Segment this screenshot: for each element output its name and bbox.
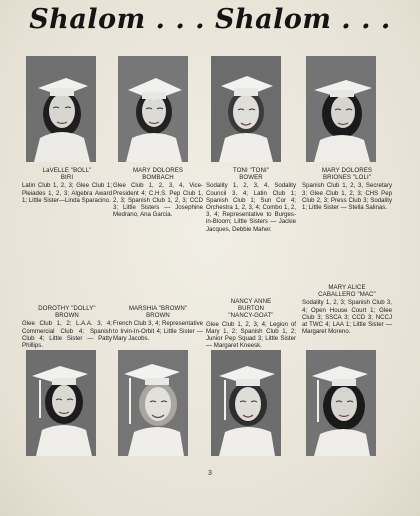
graduate-portrait-image	[211, 350, 281, 456]
portrait-photo	[118, 350, 188, 456]
graduate-portrait-image	[26, 56, 96, 162]
portrait-photo	[26, 350, 96, 456]
student-name: TONI "TONI" BOWER	[232, 167, 269, 182]
portrait-photo	[306, 350, 376, 456]
graduate-portrait-image	[211, 56, 281, 162]
graduate-portrait-image	[118, 350, 188, 456]
senior-entry-caption	[302, 284, 392, 335]
portrait-photo	[211, 350, 281, 456]
graduate-portrait-image	[26, 350, 96, 456]
student-activities: French Club 3, 4; Representative to Irvin-In-Orbit 4; Little Sister — Mary Jacobs.	[113, 320, 203, 342]
student-activities: Spanish Club 1, 2, 3, Secretary 3; Glee Club 1, 2, 3; CHS Pep Club 2, 3; Press Club 3; Sodality 1; Little Sister — Stella Salinas.	[302, 182, 392, 212]
student-activities: Glee Club 1, 2, 3, 4, Vice-President 4; C.H.S. Pep Club 1, 2, 3; Spanish Club 1, 2, 3; CCD 3; Little Sisters — Josephine Medrano, Ana Garcia.	[113, 182, 203, 219]
student-name: NANCY ANNE BURTON "NANCY-GOAT"	[228, 298, 274, 320]
student-name: MARY DOLORES BRIONES "LOLI"	[321, 167, 373, 182]
senior-entry-caption	[113, 167, 203, 218]
student-name: MARY DOLORES BOMBACH	[132, 167, 184, 182]
graduate-portrait-image	[118, 56, 188, 162]
portrait-photo	[26, 56, 96, 162]
senior-entry-caption	[302, 167, 392, 211]
student-name: DOROTHY "DOLLY" BROWN	[38, 305, 96, 320]
senior-entry-caption	[206, 167, 296, 233]
senior-entry-caption	[206, 298, 296, 349]
student-activities: Sodality 1, 2, 3, 4, Sodality Council 3, 4; Latin Club 1; Spanish Club 1; Sun Cor 4; Orchestra 1, 2, 3, 4; Combo 1, 2, 3, 4; Representative to Burges-in-Bloom; Little Sisters — Jackie Jacques, Debbie Maher.	[206, 182, 296, 233]
portrait-photo	[211, 56, 281, 162]
portrait-photo	[118, 56, 188, 162]
page-number: 3	[208, 470, 212, 477]
graduate-portrait-image	[306, 350, 376, 456]
portrait-photo	[306, 56, 376, 162]
student-name: LaVELLE "BOLL" BIRI	[42, 167, 92, 182]
page-title: Shalom . . . Shalom . . .	[29, 4, 391, 35]
student-activities: Glee Club 1, 2, 3, 4; Legion of Mary 1, 2; Spanish Club 1, 2; Junior Pep Squad 3; Little Sister — Margaret Kneesk.	[206, 320, 296, 350]
student-name: MARY ALICE CABALLERO "MAC"	[318, 284, 376, 299]
senior-entry-caption	[113, 305, 203, 342]
student-activities: Sodality 1, 2, 3; Spanish Club 3, 4; Open House Court 1; Glee Club 3; SSCA 3; CCD 3; NCCJ at TWC 4; LAA 1; Little Sister — Margaret Moreno.	[302, 299, 392, 336]
graduate-portrait-image	[306, 56, 376, 162]
student-activities: Latin Club 1, 2, 3; Glee Club 1; Pleiades 1, 2, 3; Algebra Award 1; Little Sister—Linda Sparacino.	[22, 182, 112, 204]
student-activities: Glee Club 1, 2; L.A.A. 3, 4; Commercial Club 4; Spanish Club 4; Little Sister — Patty Phillips.	[22, 320, 112, 350]
senior-entry-caption	[22, 167, 112, 204]
senior-entry-caption	[22, 305, 112, 349]
student-name: MARSHIA "BROWN" BROWN	[128, 305, 188, 320]
